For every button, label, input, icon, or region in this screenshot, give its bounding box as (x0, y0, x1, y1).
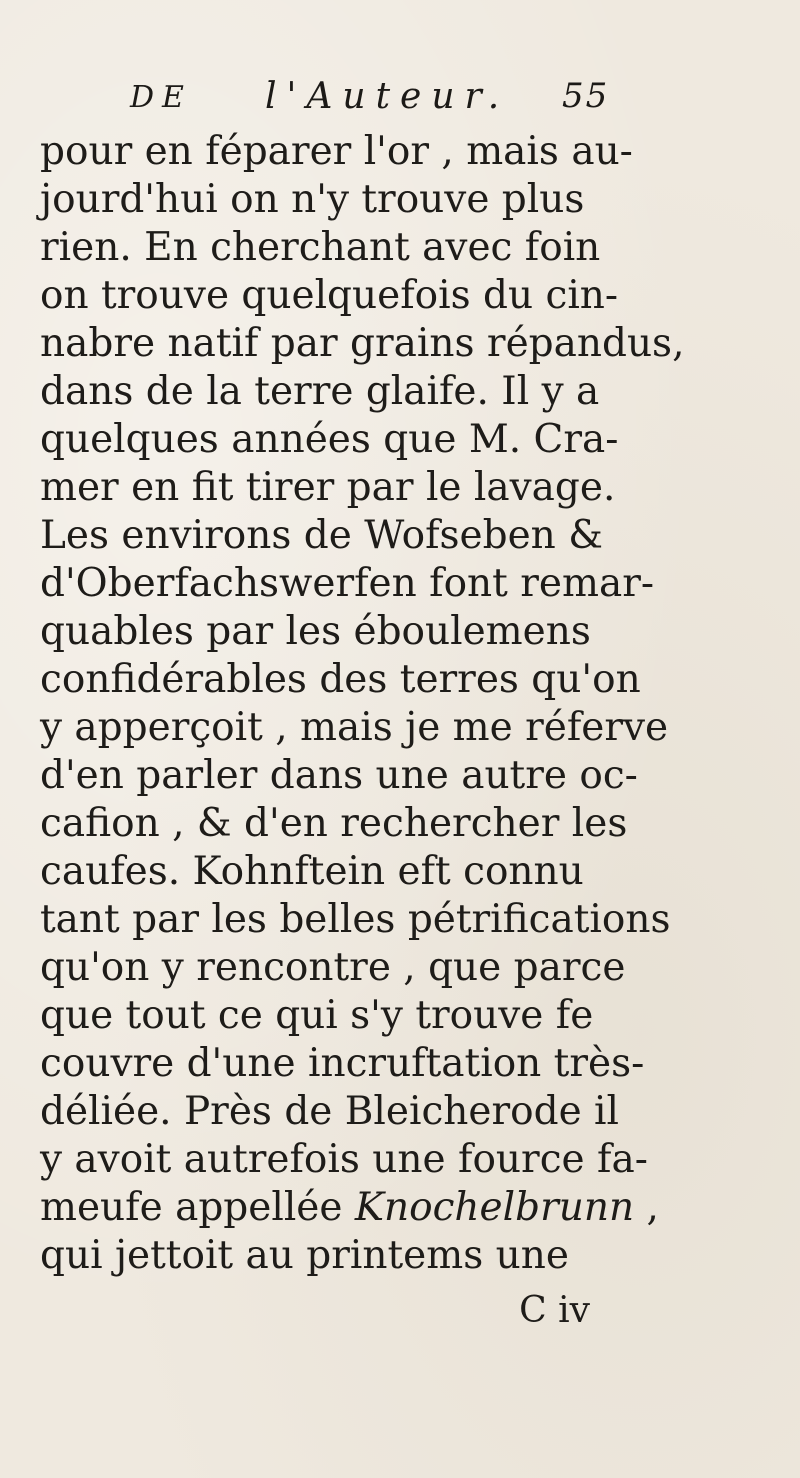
text-segment: , (634, 1185, 659, 1230)
page-number: 55 (562, 76, 610, 116)
italic-place-name: Knochelbrunn (354, 1185, 635, 1230)
text-segment: meufe appellée (40, 1185, 355, 1230)
text-line: caufes. Kohnftein eft connu (40, 849, 584, 894)
text-line: cafion , & d'en rechercher les (40, 801, 628, 846)
header-title: l'Auteur. (265, 76, 510, 117)
text-line: y avoit autrefois une fource fa- (40, 1137, 648, 1182)
text-line: quelques années que M. Cra- (40, 417, 619, 462)
text-line-with-italic (40, 1184, 780, 1232)
signature-mark: C iv (519, 1290, 590, 1331)
text-line: rien. En cherchant avec foin (40, 225, 601, 270)
text-line: pour en féparer l'or , mais au- (40, 129, 633, 174)
text-line: déliée. Près de Bleicherode il (40, 1089, 620, 1134)
text-line: d'Oberfachswerfen font remar- (40, 561, 655, 606)
header-prefix: DE (130, 80, 192, 115)
text-line: couvre d'une incruftation très- (40, 1041, 645, 1086)
running-header (130, 70, 650, 130)
text-line: nabre natif par grains répandus, (40, 321, 685, 366)
text-line: confidérables des terres qu'on (40, 657, 641, 702)
text-line: d'en parler dans une autre oc- (40, 753, 638, 798)
text-line: Les environs de Wofseben & (40, 513, 603, 558)
text-line: quables par les éboulemens (40, 609, 591, 654)
text-line: y apperçoit , mais je me réferve (40, 705, 669, 750)
body-text (40, 128, 780, 1280)
text-line: jourd'hui on n'y trouve plus (40, 177, 585, 222)
text-line: qu'on y rencontre , que parce (40, 945, 626, 990)
text-line: qui jettoit au printems une (40, 1233, 569, 1278)
text-line: dans de la terre glaife. Il y a (40, 369, 600, 414)
text-line: tant par les belles pétrifications (40, 897, 671, 942)
text-line: que tout ce qui s'y trouve fe (40, 993, 594, 1038)
text-line: mer en fit tirer par le lavage. (40, 465, 616, 510)
text-line: on trouve quelquefois du cin- (40, 273, 619, 318)
